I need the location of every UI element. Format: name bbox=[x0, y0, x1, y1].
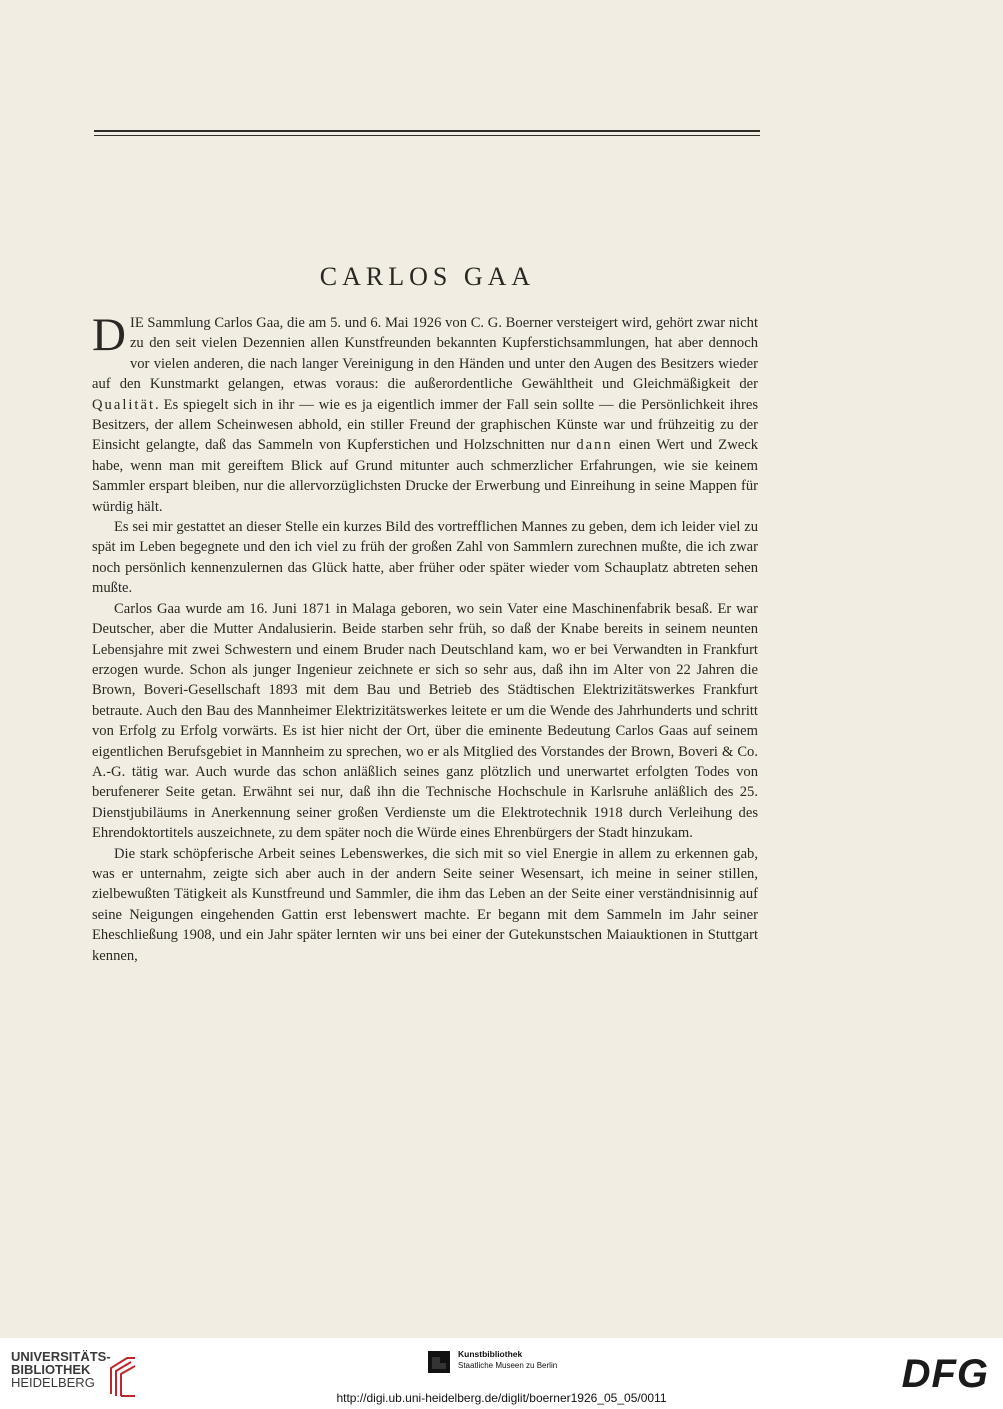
footer-bar bbox=[0, 1338, 1003, 1409]
article-body bbox=[92, 309, 758, 966]
paragraph-1: DIE Sammlung Carlos Gaa, die am 5. und 6. Mai 1926 von C. G. Boerner versteigert wird, gehört zwar nicht zu den seit vielen Dezennien allen Kunstfreunden bekannten Kupferstichsammlungen, hat aber dennoch vor vielen anderen, die nach langer Vereinigung in den Händen und unter den Augen des Besitzers wieder auf den Kunstmarkt gelangen, etwas voraus: die außerordentliche Gewähltheit und Gleichmäßigkeit der Qualität. Es spiegelt sich in ihr — wie es ja eigentlich immer der Fall sein sollte — die Persönlichkeit ihres Besitzers, der allem Scheinwesen abhold, ein stiller Freund der graphischen Künste war und frühzeitig zu der Einsicht gelangte, daß das Sammeln von Kupferstichen und Holzschnitten nur dann einen Wert und Zweck habe, wenn man mit gereiftem Blick auf Grund mitunter auch schmerzlicher Erfahrungen, wie sie keinem Sammler erspart bleiben, nur die allervorzüglichsten Drucke der Erwerbung und Einreihung in seine Mappen für würdig hält. bbox=[92, 309, 758, 515]
kunstbibliothek-logo[interactable]: Kunstbibliothek Staatliche Museen zu Berlin bbox=[428, 1349, 608, 1379]
drop-cap: D bbox=[92, 309, 126, 361]
page-title: CARLOS GAA bbox=[319, 262, 536, 291]
spaced-word: dann bbox=[576, 437, 613, 454]
paragraph-2: Es sei mir gestattet an dieser Stelle ein kurzes Bild des vortrefflichen Mannes zu geben, dem ich leider viel zu spät im Leben begegnete und den ich viel zu früh der großen Zahl von Sammlern zurechnen mußte, die ich zwar noch persönlich kennenzulernen das Glück hatte, aber früher oder später wieder vom Schauplatz abtreten sehen mußte. bbox=[92, 519, 758, 597]
ub-heidelberg-logo[interactable]: UNIVERSITÄTS- BIBLIOTHEK HEIDELBERG bbox=[11, 1350, 141, 1398]
kunstbibliothek-mark-icon bbox=[428, 1351, 450, 1373]
paragraph-4: Die stark schöpferische Arbeit seines Lebenswerkes, die sich mit so viel Energie in allem zu erkennen gab, was er unternahm, zeigte sich aber auch in der andern Seite seiner Wesensart, ich meine in seiner stillen, zielbewußten Tätigkeit als Kunstfreund und Sammler, die ihm das Leben an der Seite einer verständnisinnig auf seine Neigungen eingehenden Gattin erst lebenswert machte. Er begann mit dem Sammeln im Jahr seiner Eheschließung 1908, und ein Jahr später lernten wir uns bei einer der Gutekunstschen Maiauktionen in Stuttgart kennen, bbox=[92, 845, 758, 964]
spaced-word: Qualität bbox=[92, 396, 156, 413]
paragraph-3: Carlos Gaa wurde am 16. Juni 1871 in Malaga geboren, wo sein Vater eine Maschinenfabrik besaß. Er war Deutscher, aber die Mutter Andalusierin. Beide starben sehr früh, so daß der Knabe bereits in seinem neunten Lebensjahre mit zwei Schwestern und einem Bruder nach Deutschland kam, wo er bei Verwandten in Frankfurt erzogen wurde. Schon als junger Ingenieur zeichnete er sich so sehr aus, daß ihn im Alter von 22 Jahren die Brown, Boveri-Gesellschaft 1893 mit dem Bau und Betrieb des Städtischen Elektrizitätswerkes Frankfurt betraute. Auch den Bau des Mannheimer Elektrizitätswerkes leitete er um die Wende des Jahrhunderts und schritt von Erfolg zu Erfolg vorwärts. Es ist hier nicht der Ort, über die eminente Bedeutung Carlos Gaas auf seinem eigentlichen Berufsgebiet in Mannheim zu sprechen, wo er als Mitglied des Vorstandes der Brown, Boveri & Co. A.-G. tätig war. Auch wurde das schon anläßlich seines ganz plötzlich und unerwartet erfolgten Todes von berufenerer Seite getan. Erwähnt sei nur, daß ihn die Technische Hochschule in Karlsruhe anläßlich des 25. Dienstjubiläums in Anerkennung seiner großen Verdienste um die Elektrotechnik 1918 durch Verleihung des Ehrendoktortitels auszeichnete, zu dem später noch die Würde eines Ehrenbürgers der Stadt hinzukam. bbox=[92, 600, 758, 842]
permalink-url[interactable]: http://digi.ub.uni-heidelberg.de/diglit/boerner1926_05_05/0011 bbox=[336, 1391, 667, 1405]
header-rule-thin bbox=[94, 135, 760, 136]
dfg-logo[interactable]: DFG bbox=[901, 1352, 989, 1396]
header-rule-thick bbox=[94, 130, 760, 132]
